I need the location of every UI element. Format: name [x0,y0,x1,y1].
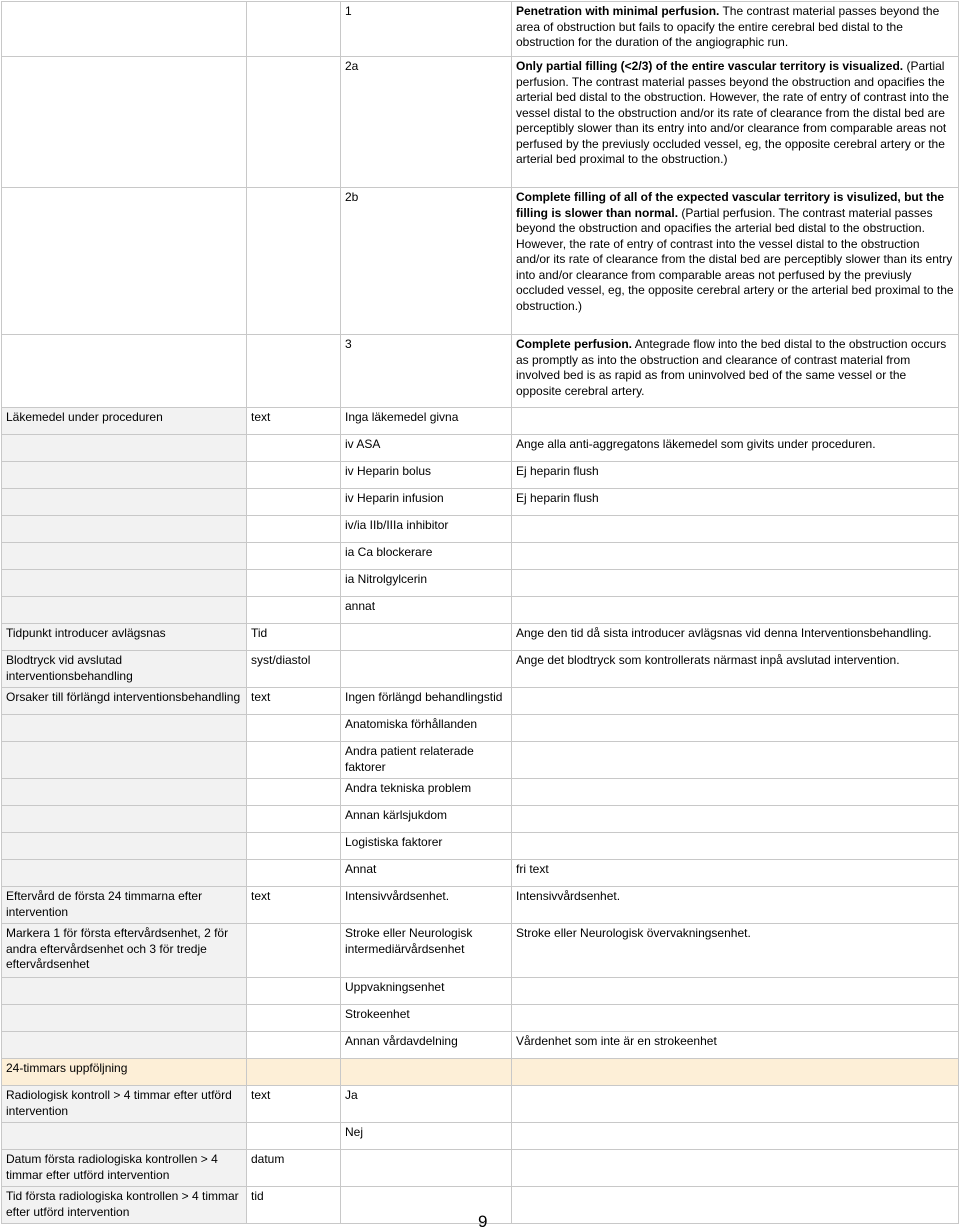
form-row [2,1086,959,1123]
field-option: ia Ca blockerare [341,543,512,570]
field-note [512,597,959,624]
field-label [2,1123,247,1150]
field-type [247,1059,341,1086]
field-note [512,1005,959,1032]
field-note [512,570,959,597]
field-note: Vårdenhet som inte är en strokeenhet [512,1032,959,1059]
field-type: tid [247,1187,341,1224]
field-label: Orsaker till förlängd interventionsbehandling [2,688,247,715]
tici-description: Complete perfusion. Antegrade flow into the bed distal to the obstruction occurs as promptly as into the obstruction and clearance of contrast material from involved bed is as rapid as from uninvolved bed of the same vessel or the opposite cerebral artery. [512,335,959,408]
field-type [247,570,341,597]
field-option: Nej [341,1123,512,1150]
field-label [2,516,247,543]
field-option: Andra tekniska problem [341,779,512,806]
field-note: Intensivvårdsenhet. [512,887,959,924]
field-option [341,1150,512,1187]
tici-grade: 2b [341,188,512,335]
field-label [2,779,247,806]
field-note [512,833,959,860]
field-label [2,978,247,1005]
field-label [2,435,247,462]
form-row [2,489,959,516]
field-option: Ingen förlängd behandlingstid [341,688,512,715]
field-label: Eftervård de första 24 timmarna efter intervention [2,887,247,924]
field-label [2,860,247,887]
field-option: ia Nitrolgylcerin [341,570,512,597]
field-option: Annat [341,860,512,887]
form-row [2,543,959,570]
field-option: iv Heparin bolus [341,462,512,489]
field-label: Blodtryck vid avslutad interventionsbehandling [2,651,247,688]
tici-row-2a [2,57,959,188]
form-row [2,1032,959,1059]
field-option: Inga läkemedel givna [341,408,512,435]
form-row [2,651,959,688]
tici-grade: 3 [341,335,512,408]
field-label [2,1032,247,1059]
field-option: Uppvakningsenhet [341,978,512,1005]
field-option [341,624,512,651]
tici-row-2b [2,188,959,335]
field-type [247,489,341,516]
form-row [2,1150,959,1187]
field-option: iv Heparin infusion [341,489,512,516]
field-note [512,1086,959,1123]
field-type [247,978,341,1005]
tici-grade: 2a [341,57,512,188]
field-label [2,543,247,570]
field-label [2,489,247,516]
form-row [2,1005,959,1032]
field-note [512,978,959,1005]
field-label: Tidpunkt introducer avlägsnas [2,624,247,651]
field-type [247,779,341,806]
tici-row-3 [2,335,959,408]
field-note [512,543,959,570]
field-type: datum [247,1150,341,1187]
page-number: 9 [478,1212,488,1231]
field-option: Intensivvårdsenhet. [341,887,512,924]
form-row [2,408,959,435]
field-note: Ange alla anti-aggregatons läkemedel som givits under proceduren. [512,435,959,462]
field-label: Radiologisk kontroll > 4 timmar efter utförd intervention [2,1086,247,1123]
form-row [2,806,959,833]
field-label [2,806,247,833]
field-label [2,742,247,779]
field-option: Andra patient relaterade faktorer [341,742,512,779]
field-note [512,1059,959,1086]
tici-description: Penetration with minimal perfusion. The contrast material passes beyond the area of obstruction but fails to opacify the entire cerebral bed distal to the obstruction for the duration of the angiographic run. [512,2,959,57]
field-note [512,1123,959,1150]
field-note: Stroke eller Neurologisk övervakningsenhet. [512,924,959,978]
tici-description: Complete filling of all of the expected vascular territory is visulized, but the filling is slower than normal. (Partial perfusion. The contrast material passes beyond the obstruction and opacifies the arterial bed distal to the obstruction. However, the rate of entry of contrast into the vessel distal to the obstruction and/or its rate of clearance from the distal bed are perceptibly slower than its entry into and/or clearance from comparable areas not perfused by the previusly occluded vessel, eg, the opposite cerebral artery or the arterial bed proximal to the obstruction.) [512,188,959,335]
tici-description: Only partial filling (<2/3) of the entire vascular territory is visualized. (Partial perfusion. The contrast material passes beyond the obstruction and opacifies the arterial bed distal to the obstruction. However, the rate of entry of contrast into the vessel distal to the obstruction and/or its rate of clearance from the distal bed are perceptibly slower than its entry into and/or clearance from comparable areas not perfused by the previusly occluded vessel, eg, the opposite cerebral artery or the arterial bed proximal to the obstruction.) [512,57,959,188]
form-row [2,624,959,651]
field-type [247,516,341,543]
field-note: Ej heparin flush [512,462,959,489]
field-type [247,1005,341,1032]
field-label [2,570,247,597]
form-row [2,688,959,715]
field-type: text [247,688,341,715]
field-note: Ange den tid då sista introducer avlägsnas vid denna Interventionsbehandling. [512,624,959,651]
form-row [2,597,959,624]
field-type: text [247,408,341,435]
field-label: Läkemedel under proceduren [2,408,247,435]
form-row [2,715,959,742]
field-option [341,1059,512,1086]
form-row [2,978,959,1005]
field-note: Ange det blodtryck som kontrollerats närmast inpå avslutad intervention. [512,651,959,688]
field-note [512,516,959,543]
field-note [512,779,959,806]
field-option [341,651,512,688]
field-type [247,1032,341,1059]
field-note [512,1150,959,1187]
field-type [247,543,341,570]
field-option: Ja [341,1086,512,1123]
field-type [247,435,341,462]
field-option: Strokeenhet [341,1005,512,1032]
field-option: Logistiska faktorer [341,833,512,860]
tici-row-1 [2,2,959,57]
field-note [512,806,959,833]
field-label [2,462,247,489]
form-row [2,462,959,489]
tici-grade: 1 [341,2,512,57]
field-label [2,1005,247,1032]
field-type [247,806,341,833]
form-row [2,779,959,806]
field-note: fri text [512,860,959,887]
field-type: text [247,887,341,924]
field-type: Tid [247,624,341,651]
field-label: Tid första radiologiska kontrollen > 4 timmar efter utförd intervention [2,1187,247,1224]
field-option: Annan kärlsjukdom [341,806,512,833]
field-note: Ej heparin flush [512,489,959,516]
field-note [512,715,959,742]
field-type [247,860,341,887]
field-type [247,924,341,978]
form-row [2,1123,959,1150]
field-type [247,715,341,742]
form-row [2,516,959,543]
field-option: iv/ia IIb/IIIa inhibitor [341,516,512,543]
field-label: Datum första radiologiska kontrollen > 4 timmar efter utförd intervention [2,1150,247,1187]
field-type: text [247,1086,341,1123]
field-label [2,597,247,624]
form-row [2,833,959,860]
field-label: 24-timmars uppföljning [2,1059,247,1086]
field-type [247,1123,341,1150]
field-option: Anatomiska förhållanden [341,715,512,742]
field-label [2,715,247,742]
field-label [2,833,247,860]
registry-form-table [1,1,959,1224]
form-row [2,1059,959,1086]
field-type [247,833,341,860]
field-note [512,688,959,715]
field-note [512,408,959,435]
field-note [512,742,959,779]
form-row [2,435,959,462]
form-row [2,924,959,978]
field-option: annat [341,597,512,624]
form-row [2,860,959,887]
field-type [247,742,341,779]
field-option: Annan vårdavdelning [341,1032,512,1059]
form-row [2,570,959,597]
field-option: iv ASA [341,435,512,462]
form-row [2,887,959,924]
field-option: Stroke eller Neurologisk intermediärvårdsenhet [341,924,512,978]
field-type [247,462,341,489]
field-type: syst/diastol [247,651,341,688]
field-note [512,1187,959,1224]
field-type [247,597,341,624]
form-row [2,742,959,779]
field-label: Markera 1 för första eftervårdsenhet, 2 för andra eftervårdsenhet och 3 för tredje eftervårdsenhet [2,924,247,978]
